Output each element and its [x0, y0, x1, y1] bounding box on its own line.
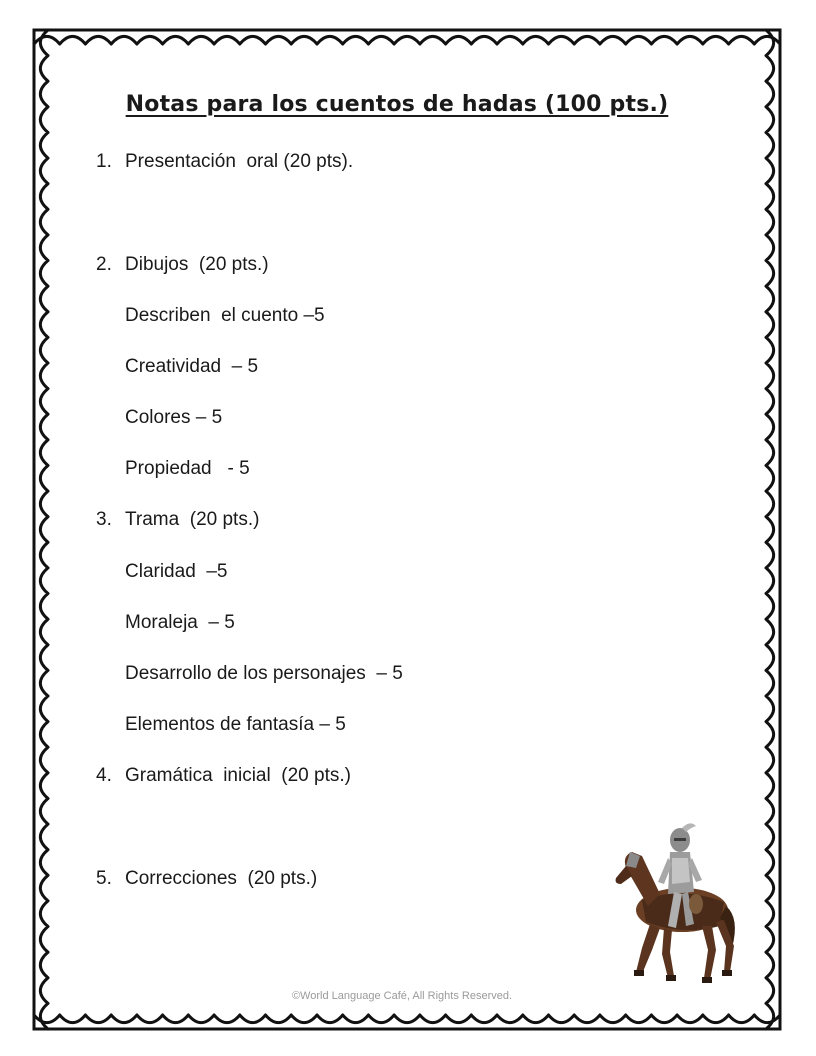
criterion-creatividad: Creatividad – 5	[125, 356, 259, 377]
criterion-elementos: Elementos de fantasía – 5	[125, 714, 346, 735]
item-label: Gramática inicial (20 pts.)	[125, 765, 351, 786]
item-number: 3.	[96, 509, 112, 530]
list-item-trama	[96, 509, 259, 531]
item-label: Trama (20 pts.)	[125, 509, 260, 530]
page-title: Notas para los cuentos de hadas (100 pts.)	[125, 92, 669, 117]
item-number: 5.	[96, 868, 112, 889]
list-item-dibujos	[96, 254, 269, 276]
criterion-describen: Describen el cuento –5	[125, 305, 325, 326]
item-label: Correcciones (20 pts.)	[125, 868, 318, 889]
knight-on-horse-icon	[612, 822, 742, 992]
list-item-correcciones	[96, 868, 317, 890]
criterion-claridad: Claridad –5	[125, 561, 228, 582]
criterion-colores: Colores – 5	[125, 407, 223, 428]
criterion-desarrollo: Desarrollo de los personajes – 5	[125, 663, 403, 684]
item-label: Presentación oral (20 pts).	[125, 151, 354, 172]
criterion-propiedad: Propiedad - 5	[125, 458, 250, 479]
copyright-footer: ©World Language Café, All Rights Reserved.	[291, 990, 513, 1002]
criterion-moraleja: Moraleja – 5	[125, 612, 235, 633]
item-number: 1.	[96, 151, 112, 172]
item-label: Dibujos (20 pts.)	[125, 254, 269, 275]
item-number: 4.	[96, 765, 112, 786]
item-number: 2.	[96, 254, 112, 275]
list-item-gramatica	[96, 765, 351, 787]
list-item-presentacion	[96, 151, 353, 173]
